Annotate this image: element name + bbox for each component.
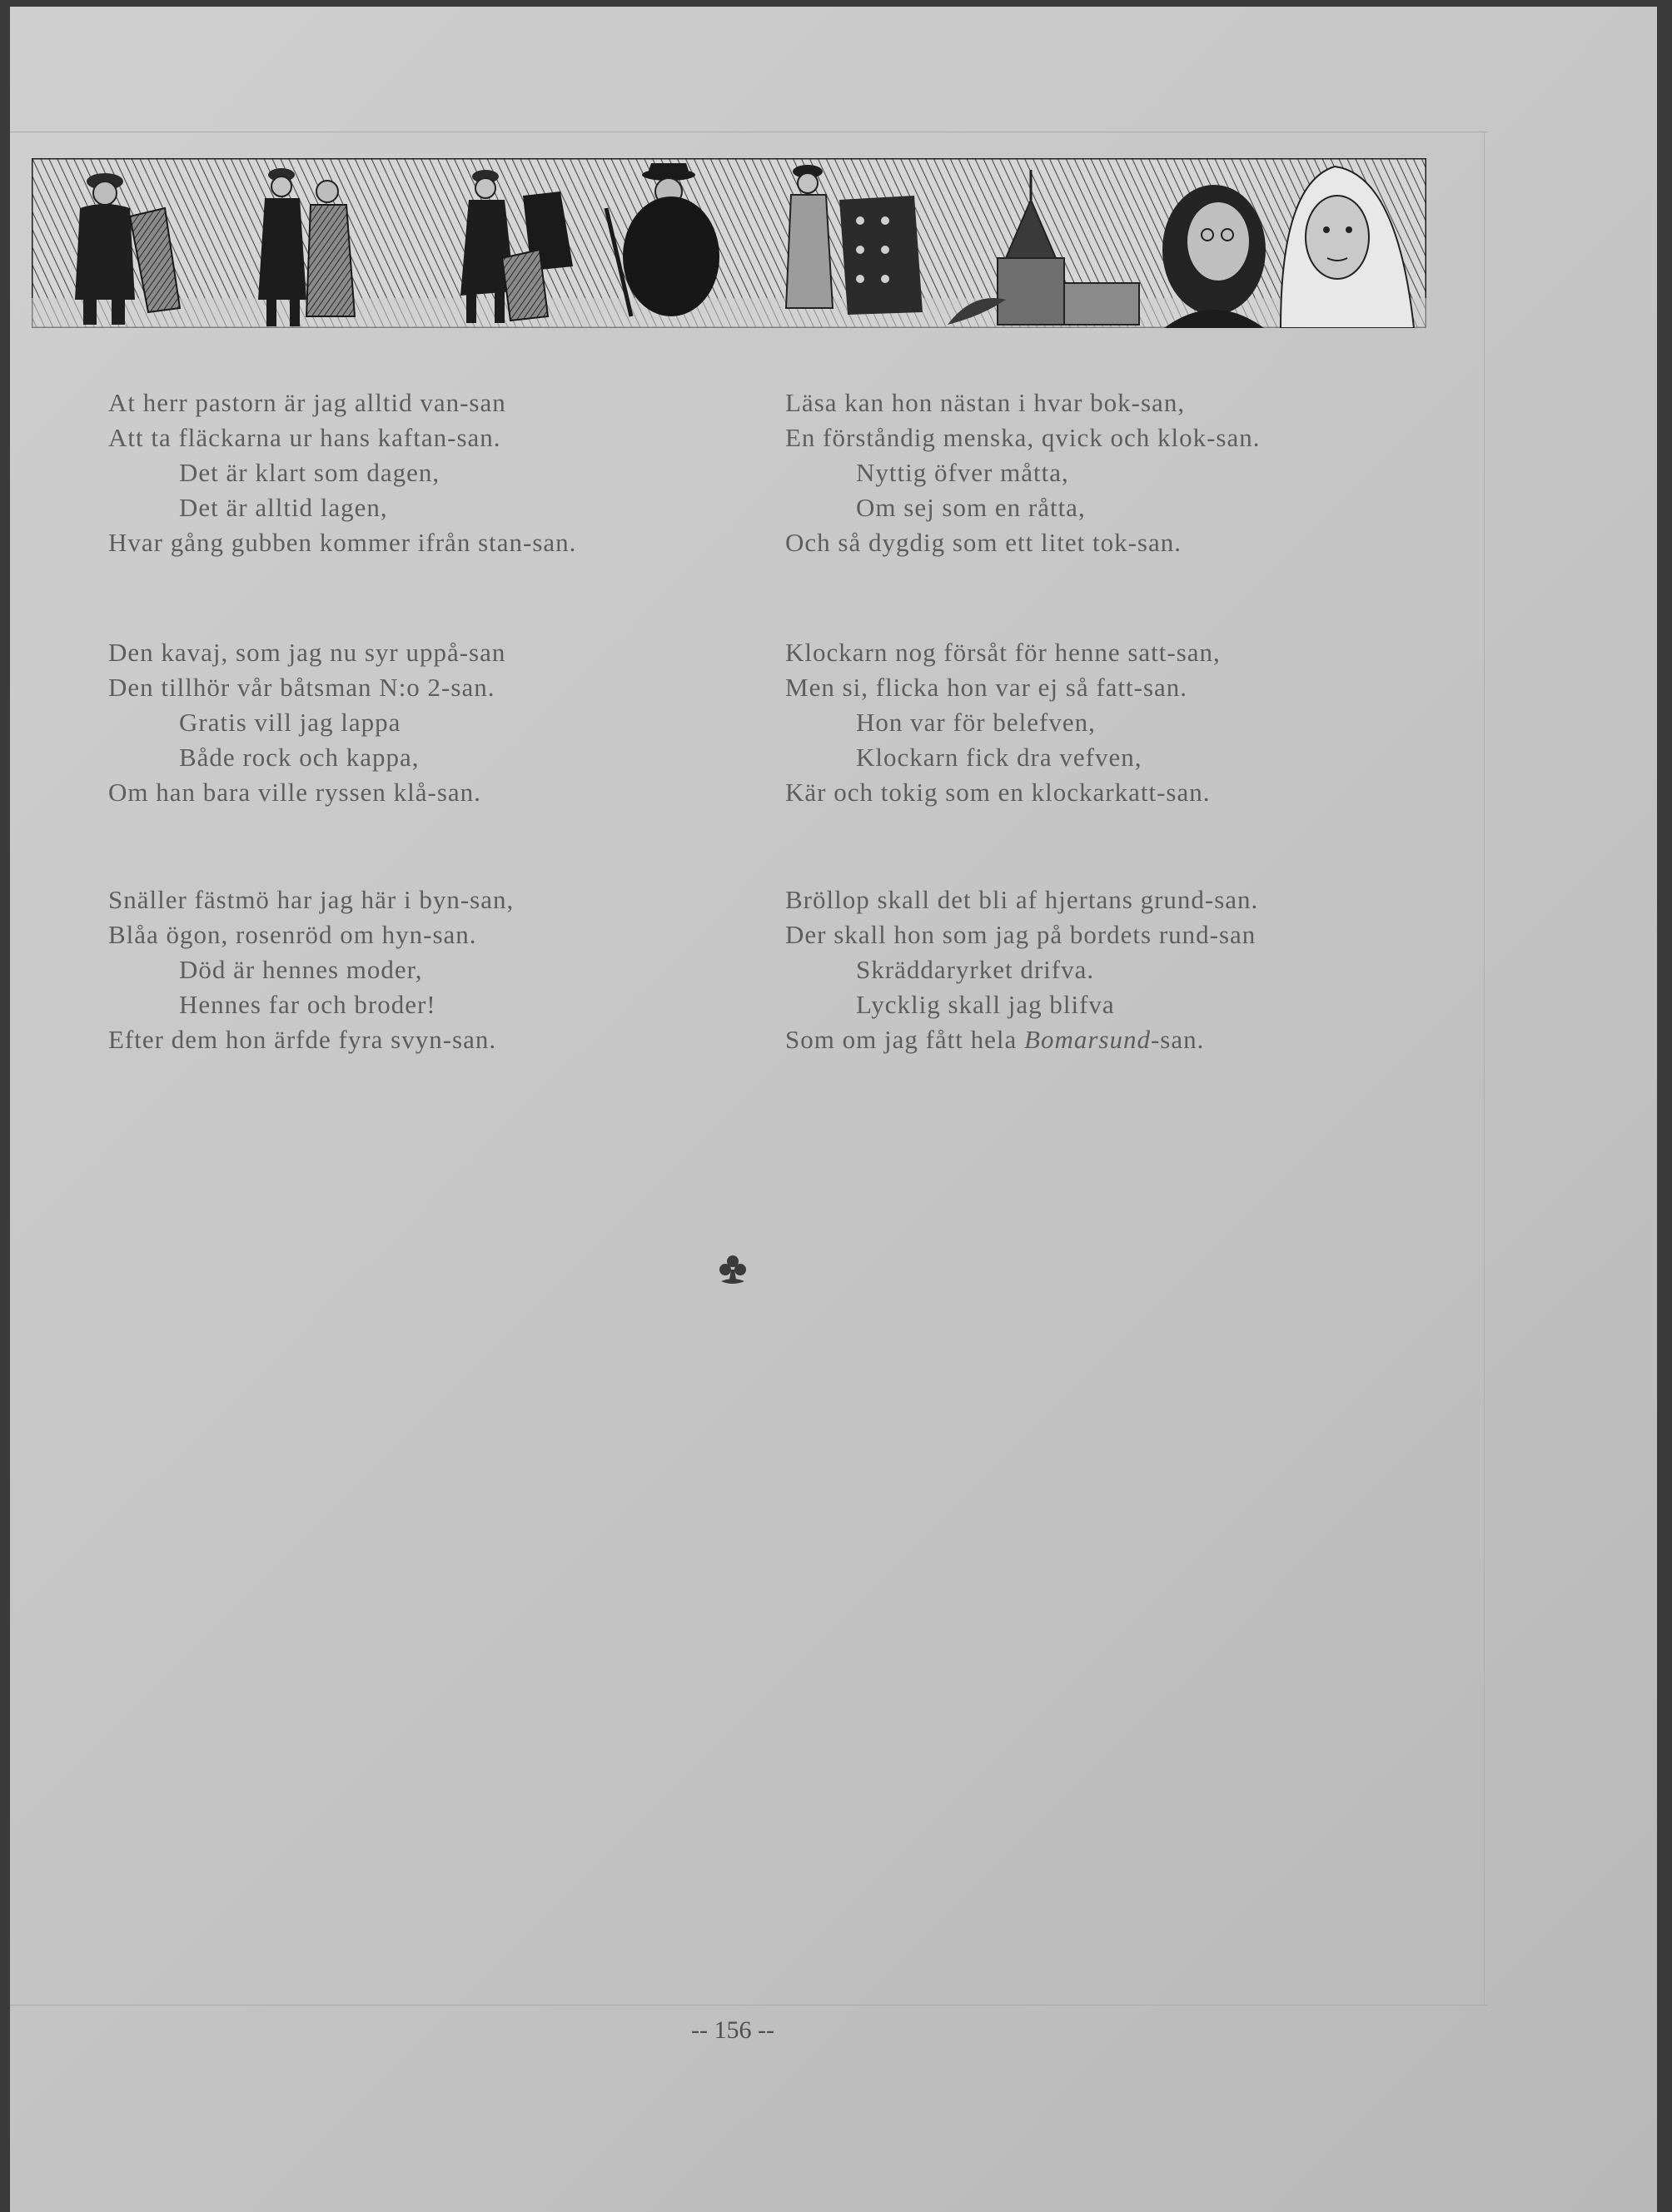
bottom-rule	[10, 2005, 1488, 2006]
stanza-line: Att ta fläckarna ur hans kaftan-san.	[108, 423, 501, 452]
header-illustration	[32, 158, 1426, 328]
stanza-line: En förståndig menska, qvick och klok-san.	[785, 423, 1261, 452]
stanza-line: Om han bara ville ryssen klå-san.	[108, 778, 481, 807]
stanza-line: Om sej som en råtta,	[856, 493, 1086, 522]
stanza-last-line	[785, 1022, 1258, 1057]
stanza-line: Skräddaryrket drifva.	[856, 955, 1095, 984]
stanza-line: Kär och tokig som en klockarkatt-san.	[785, 778, 1211, 807]
stanza-2	[785, 385, 1260, 560]
club-ornament-icon	[714, 1253, 751, 1286]
stanza-line: At herr pastorn är jag alltid van-san	[108, 388, 506, 417]
stanza-line: Det är alltid lagen,	[179, 493, 388, 522]
stanza-1	[108, 385, 576, 560]
right-rule	[1484, 132, 1485, 2006]
stanza-line: Hvar gång gubben kommer ifrån stan-san.	[108, 528, 577, 557]
stanza-line: Det är klart som dagen,	[179, 458, 440, 487]
stanza-line: Men si, flicka hon var ej så fatt-san.	[785, 673, 1188, 702]
stanza-3	[108, 635, 505, 810]
stanza-line: Nyttig öfver måtta,	[856, 458, 1069, 487]
stanza-line: Och så dygdig som ett litet tok-san.	[785, 528, 1182, 557]
stanza-line: Hon var för belefven,	[856, 708, 1096, 737]
stanza-line: Den kavaj, som jag nu syr uppå-san	[108, 638, 506, 667]
stanza-line: Klockarn nog försåt för henne satt-san,	[785, 638, 1221, 667]
book-page	[10, 7, 1657, 2212]
stanza-line: Gratis vill jag lappa	[179, 708, 401, 737]
stanza-line: Död är hennes moder,	[179, 955, 423, 984]
stanza-line-suffix: -san.	[1150, 1025, 1205, 1054]
stanza-line: Blåa ögon, rosenröd om hyn-san.	[108, 920, 477, 949]
stanza-line: Den tillhör vår båtsman N:o 2-san.	[108, 673, 495, 702]
stanza-6	[785, 882, 1258, 1057]
stanza-line: Som om jag fått hela	[785, 1025, 1025, 1054]
italic-place-name: Bomarsund	[1024, 1025, 1151, 1054]
stanza-5	[108, 882, 514, 1057]
page-number: -- 156 --	[691, 2016, 774, 2044]
stanza-line: Der skall hon som jag på bordets rund-san	[785, 920, 1256, 949]
stanza-line: Lycklig skall jag blifva	[856, 990, 1115, 1019]
stanza-line: Hennes far och broder!	[179, 990, 436, 1019]
stanza-line: Klockarn fick dra vefven,	[856, 743, 1142, 772]
stanza-line: Både rock och kappa,	[179, 743, 420, 772]
stanza-line: Läsa kan hon nästan i hvar bok-san,	[785, 388, 1186, 417]
stanza-4	[785, 635, 1221, 810]
stanza-line: Snäller fästmö har jag här i byn-san,	[108, 885, 515, 914]
stanza-line: Bröllop skall det bli af hjertans grund-san.	[785, 885, 1259, 914]
stanza-line: Efter dem hon ärfde fyra svyn-san.	[108, 1025, 497, 1054]
